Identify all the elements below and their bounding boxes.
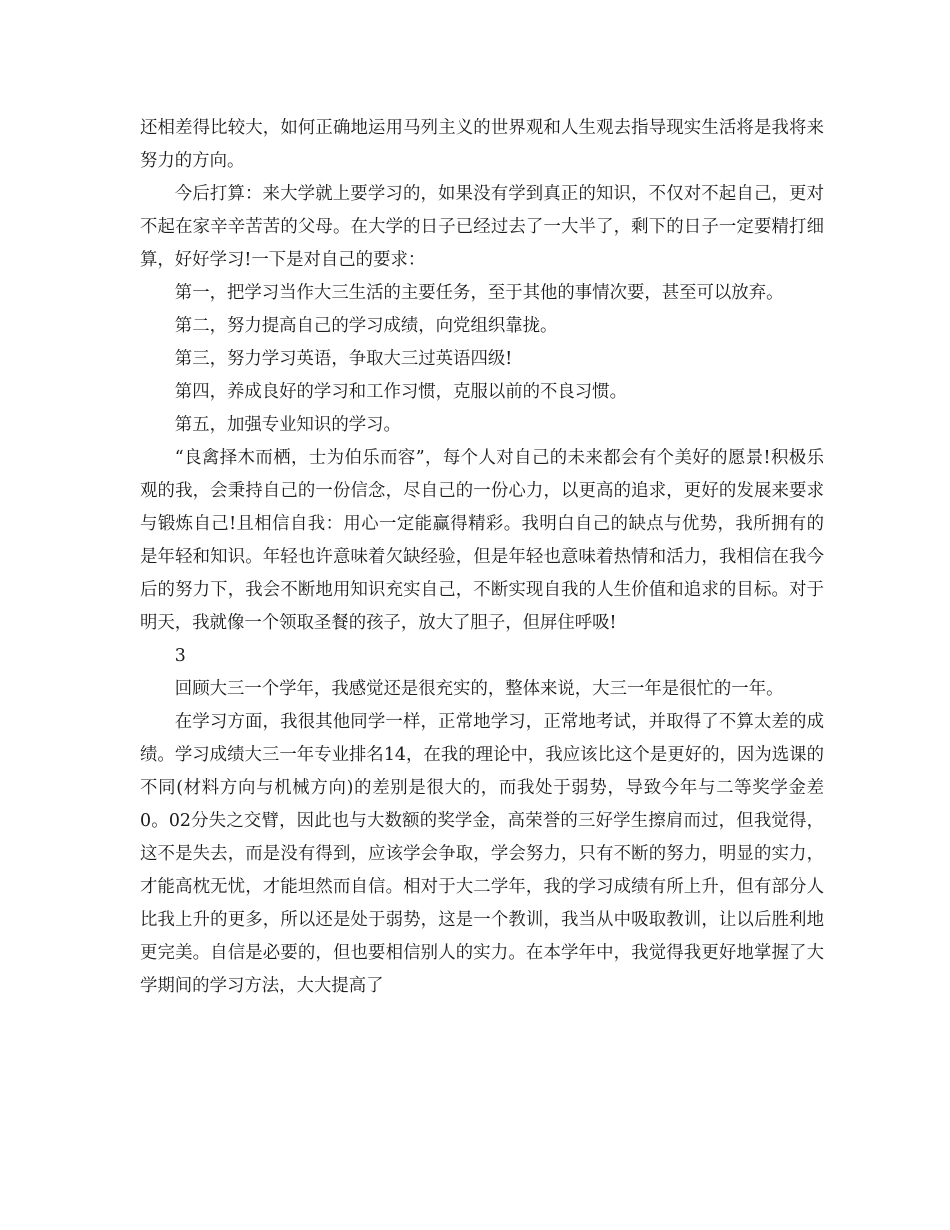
list-item-third: 第三，努力学习英语，争取大三过英语四级! bbox=[174, 349, 513, 369]
document-body bbox=[140, 112, 824, 1003]
list-item-fourth: 第四，养成良好的学习和工作习惯，克服以前的不良习惯。 bbox=[174, 382, 627, 402]
paragraph-review: 回顾大三一个学年，我感觉还是很充实的，整体来说，大三一年是很忙的一年。 bbox=[174, 679, 784, 699]
paragraph-aspiration: “良禽择木而栖，士为伯乐而容”，每个人对自己的未来都会有个美好的愿景!积极乐观的我，会秉持自己的一份信念，尽自己的一份心力，以更高的追求，更好的发展来要求与锻炼自己!且相信自我：用心一定能赢得精彩。我明白自己的缺点与优势，我所拥有的是年轻和知识。年轻也许意味着欠缺经验，但是年轻也意味着热情和活力，我相信在我今后的努力下，我会不断地用知识充实自己，不断实现自我的人生价值和追求的目标。对于明天，我就像一个领取圣餐的孩子，放大了胆子，但屏住呼吸! bbox=[140, 448, 824, 633]
list-item-second: 第二，努力提高自己的学习成绩，向党组织靠拢。 bbox=[174, 316, 558, 336]
paragraph-future-plans: 今后打算：来大学就上要学习的，如果没有学到真正的知识，不仅对不起自己，更对不起在家辛辛苦苦的父母。在大学的日子已经过去了一大半了，剩下的日子一定要精打细算，好好学习!一下是对自己的要求： bbox=[140, 184, 824, 270]
section-number: 3 bbox=[174, 646, 186, 666]
list-item-fifth: 第五，加强专业知识的学习。 bbox=[174, 415, 401, 435]
paragraph-continuation: 还相差得比较大，如何正确地运用马列主义的世界观和人生观去指导现实生活将是我将来努力的方向。 bbox=[140, 118, 824, 171]
paragraph-study: 在学习方面，我很其他同学一样，正常地学习，正常地考试，并取得了不算太差的成绩。学习成绩大三一年专业排名14，在我的理论中，我应该比这个是更好的，因为选课的不同(材料方向与机械方向)的差别是很大的，而我处于弱势，导致今年与二等奖学金差0。02分失之交臂，因此也与大数额的奖学金，高荣誉的三好学生擦肩而过，但我觉得，这不是失去，而是没有得到，应该学会争取，学会努力，只有不断的努力，明显的实力，才能高枕无忧，才能坦然而自信。相对于大二学年，我的学习成绩有所上升，但有部分人比我上升的更多，所以还是处于弱势，这是一个教训，我当从中吸取教训，让以后胜利地更完美。自信是必要的，但也要相信别人的实力。在本学年中，我觉得我更好地掌握了大学期间的学习方法，大大提高了 bbox=[140, 712, 824, 996]
list-item-first: 第一，把学习当作大三生活的主要任务，至于其他的事情次要，甚至可以放弃。 bbox=[174, 283, 784, 303]
